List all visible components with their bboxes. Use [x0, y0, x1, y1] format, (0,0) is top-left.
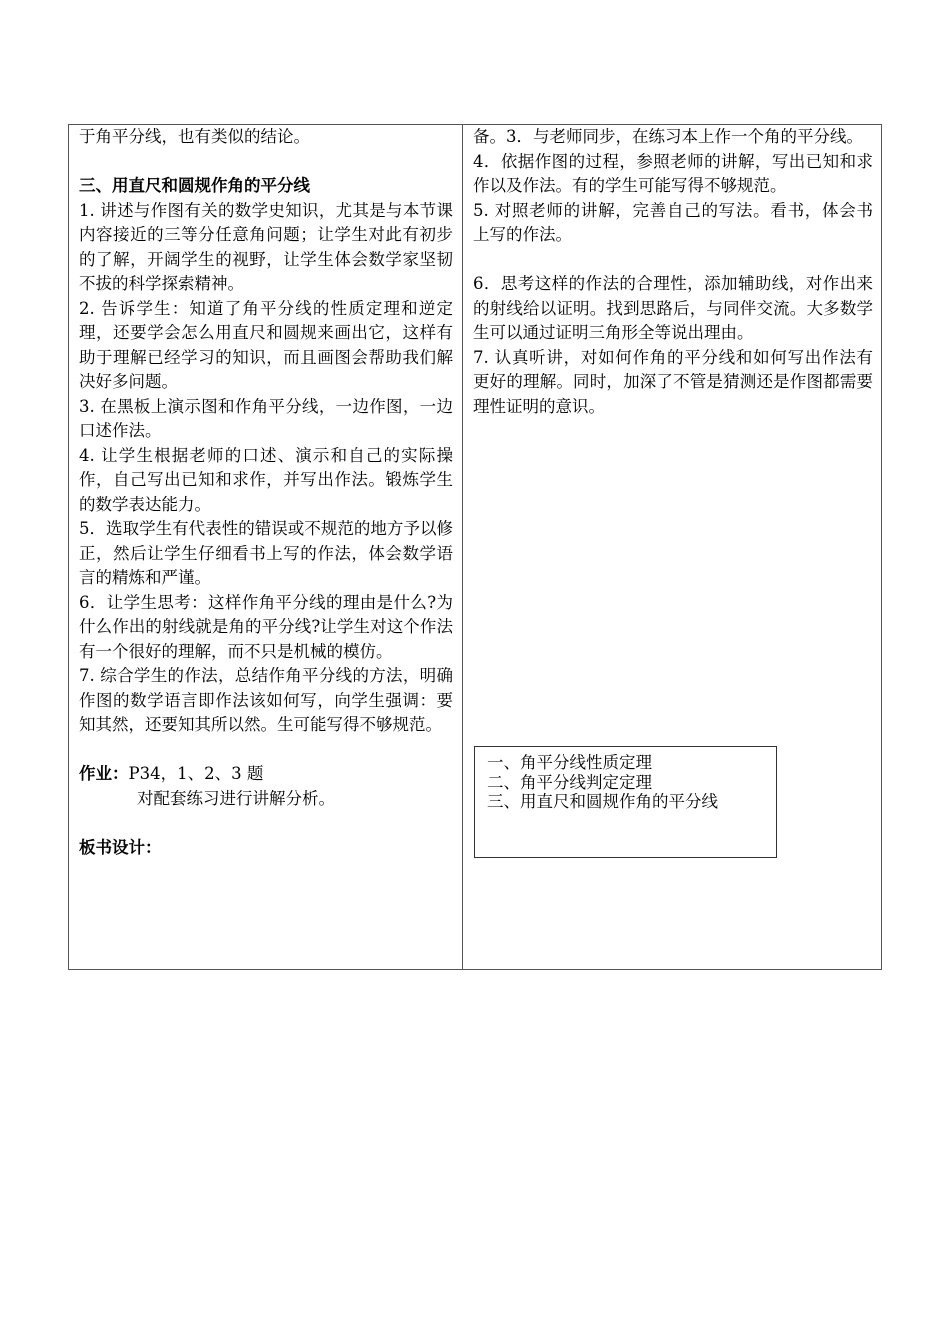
homework-text: P34，1、2、3 题 — [128, 764, 264, 783]
homework-line — [79, 762, 453, 787]
step-7: 7. 综合学生的作法，总结作角平分线的方法，明确作图的数学语言即作法该如何写，向学生强调：要知其然，还要知其所以然。生可能写得不够规范。 — [79, 666, 453, 734]
right-line-1: 备。3．与老师同步，在练习本上作一个角的平分线。 — [473, 127, 863, 146]
blank-line — [473, 248, 873, 273]
right-line-4: 4．依据作图的过程，参照老师的讲解，写出已知和求作以及作法。有的学生可能写得不够规范。 — [473, 151, 873, 195]
right-line-7: 7. 认真听讲，对如何作角的平分线和如何写出作法有更好的理解。同时，加深了不管是猜测还是作图都需要理性证明的意识。 — [473, 347, 873, 416]
step-6: 6．让学生思考：这样作角平分线的理由是什么?为什么作出的射线就是角的平分线?让学生对这个作法有一个很好的理解，而不只是机械的模仿。 — [79, 592, 453, 661]
board-design-box — [474, 746, 777, 858]
board-item: 二、角平分线判定定理 — [487, 772, 652, 792]
blank-line — [79, 811, 453, 836]
board-design-label: 板书设计： — [79, 837, 162, 857]
right-line-6: 6．思考这样的作法的合理性，添加辅助线，对作出来的射线给以证明。找到思路后，与同伴交流。大多数学生可以通过证明三角形全等说出理由。 — [473, 274, 873, 342]
step-2: 2. 告诉学生：知道了角平分线的性质定理和逆定理，还要学会怎么用直尺和圆规来画出它，这样有助于理解已经学习的知识，而且画图会帮助我们解决好多问题。 — [79, 298, 453, 391]
right-line-5: 5. 对照老师的讲解，完善自己的写法。看书，体会书上写的作法。 — [473, 200, 873, 244]
step-3: 3. 在黑板上演示图和作角平分线，一边作图，一边口述作法。 — [79, 396, 453, 440]
board-item: 三、用直尺和圆规作角的平分线 — [487, 792, 718, 811]
step-5: 5．选取学生有代表性的错误或不规范的地方予以修正，然后让学生仔细看书上写的作法，体会数学语言的精炼和严谨。 — [79, 519, 453, 587]
teacher-activity-column — [69, 125, 463, 969]
homework-detail: 对配套练习进行讲解分析。 — [137, 788, 335, 808]
left-line: 于角平分线，也有类似的结论。 — [79, 127, 310, 146]
section-heading: 三、用直尺和圆规作角的平分线 — [79, 176, 310, 195]
board-item: 一、角平分线性质定理 — [487, 753, 652, 772]
blank-line — [79, 738, 453, 763]
blank-line — [79, 150, 453, 175]
homework-label: 作业： — [79, 764, 129, 783]
step-4: 4. 让学生根据老师的口述、演示和自己的实际操作，自己写出已知和求作，并写出作法。锻炼学生的数学表达能力。 — [79, 445, 453, 514]
lesson-table — [68, 124, 882, 970]
step-1: 1. 讲述与作图有关的数学史知识，尤其是与本节课内容接近的三等分任意角问题；让学生对此有初步的了解，开阔学生的视野，让学生体会数学家坚韧不拔的科学探索精神。 — [79, 200, 453, 293]
